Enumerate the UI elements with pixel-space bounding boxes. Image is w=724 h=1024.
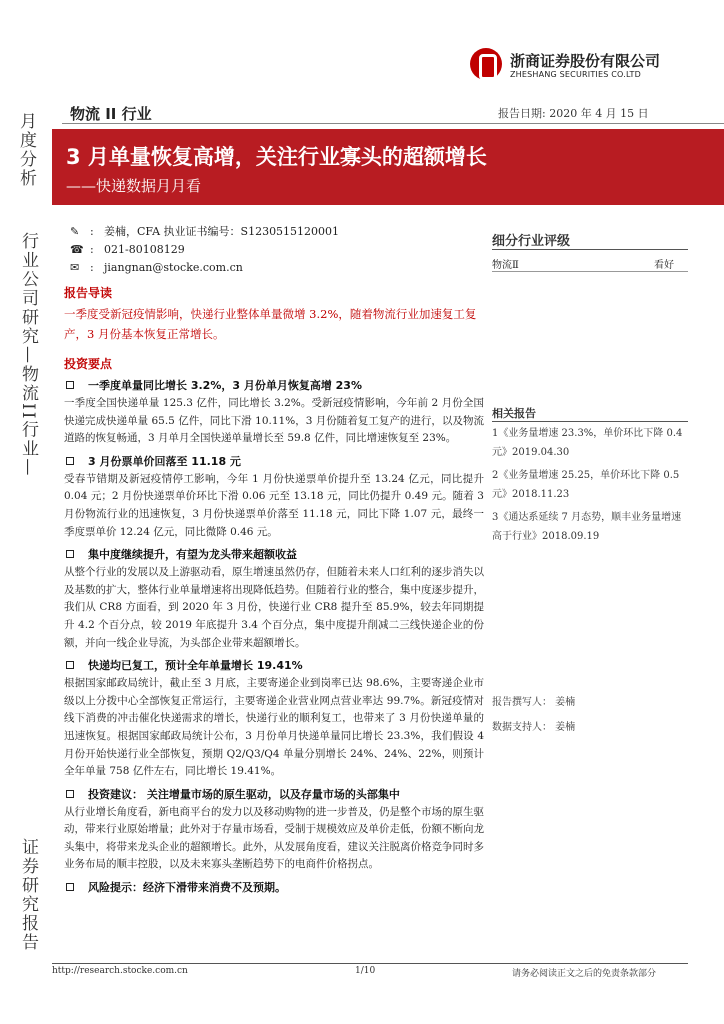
- sector-label: 物流 II 行业: [70, 105, 152, 123]
- checkbox-icon: [66, 457, 74, 465]
- point-heading: 投资建议： 关注增量市场的原生驱动，以及存量市场的头部集中: [64, 784, 484, 804]
- report-date: 报告日期: 2020 年 4 月 15 日: [498, 107, 649, 120]
- phone-number: 021-80108129: [104, 242, 185, 256]
- checkbox-icon: [66, 661, 74, 669]
- company-name-cn: 浙商证券股份有限公司: [510, 52, 661, 70]
- rating-divider-bottom: [492, 271, 688, 272]
- title-banner: [52, 129, 724, 205]
- related-heading: 相关报告: [492, 407, 536, 420]
- guide-text: 一季度受新冠疫情影响，快递行业整体单量微增 3.2%，随着物流行业加速复工复产，3 月份基本恢复正常增长。: [64, 307, 477, 341]
- rating-heading: 细分行业评级: [492, 234, 571, 249]
- page-number: 1/10: [355, 966, 376, 976]
- related-item[interactable]: 3《通达系延续 7 月态势，顺丰业务量增速高于行业》2018.09.19: [492, 512, 682, 542]
- header-divider: [62, 123, 724, 124]
- checkbox-icon: [66, 883, 74, 891]
- phone-icon: ☎: [70, 242, 84, 256]
- company-logo: [470, 46, 670, 86]
- author-box: [492, 690, 575, 740]
- company-name-en: ZHESHANG SECURITIES CO.LTD: [510, 70, 641, 79]
- point-heading: 快递均已复工，预计全年单量增长 19.41%: [64, 655, 484, 675]
- related-list: [492, 424, 688, 550]
- points-heading: 投资要点: [64, 357, 113, 371]
- rating-value: 看好: [654, 260, 674, 271]
- side-tag-column: [0, 96, 52, 950]
- report-writer: 报告撰写人： 姜楠: [492, 697, 576, 708]
- point-heading: 风险提示：经济下滑带来消费不及预期。: [64, 877, 484, 897]
- email-row: ✉ : jiangnan@stocke.com.cn: [70, 260, 243, 274]
- related-item[interactable]: 2《业务量增速 25.25，单价环比下降 0.5 元》2018.11.23: [492, 470, 680, 500]
- pen-icon: ✎: [70, 224, 80, 238]
- report-type-tag: 月度分析: [16, 112, 36, 188]
- main-content: [64, 284, 484, 897]
- point-text: 根据国家邮政局统计，截止至 3 月底，主要寄递企业到岗率已达 98.6%，主要寄递企业市级以上分拨中心全部恢复正常运行，主要寄递企业营业网点营业率达 99.7%。新冠疫情对线下消费的冲击催化快递需求的增长，快递行业的顺利复工，也带来了 3 月份快递单量的迅速恢复。根据国家邮政局统计公布，3 月份单月快递单量同比增长 23.3%，我们假设 4 月份开始快递行业全部恢复，预期 Q2/Q3/Q4 单量分别增长 24%、24%、22%，则预计全年单量 758 亿件左右，同比增长 19.41%。: [64, 677, 484, 778]
- footer-url[interactable]: http://research.stocke.com.cn: [52, 966, 188, 976]
- logo-mark-icon: [470, 48, 502, 80]
- point-heading: 集中度继续提升，有望为龙头带来超额收益: [64, 544, 484, 564]
- point-text: 受春节错期及新冠疫情停工影响，今年 1 月份快递票单价提升至 13.24 亿元，同比提升 0.04 元；2 月份快递票单价环比下滑 0.06 元至 13.18 元，同比仍提升 0.49 元。随着 3 月份物流行业的迅速恢复，3 月份快递票单价落至 11.18 元，同比下降 1.07 元，最终一季度票单价 12.24 亿元，同比微降 0.46 元。: [64, 472, 484, 538]
- mail-icon: ✉: [70, 260, 80, 274]
- email-address[interactable]: jiangnan@stocke.com.cn: [104, 260, 243, 274]
- analyst-contact: [70, 222, 339, 276]
- point-heading: 3 月份票单价回落至 11.18 元: [64, 451, 484, 471]
- rating-sector: 物流Ⅱ: [492, 260, 519, 271]
- checkbox-icon: [66, 790, 74, 798]
- point-text: 从行业增长角度看，新电商平台的发力以及移动购物的进一步普及，仍是整个市场的原生驱动，带来行业原始增量；此外对于存量市场看，受制于规模效应及单价走低，份额不断向龙头集中，将带来龙头企业的超额增长。此外，从发展角度看，建议关注脱离价格竞争同时多业务布局的顺丰控股，以及未来寡头垄断趋势下的电商件价格拐点。: [64, 805, 484, 871]
- report-title: 3 月单量恢复高增，关注行业寡头的超额增长: [66, 145, 487, 169]
- related-divider: [492, 421, 688, 422]
- brand-tag: 证券研究报告: [18, 838, 38, 952]
- point-heading: 一季度单量同比增长 3.2%，3 月份单月恢复高增 23%: [64, 375, 484, 395]
- data-supporter: 数据支持人： 姜楠: [492, 722, 576, 733]
- analyst-row: ✎ : 姜楠，CFA 执业证书编号：S1230515120001: [70, 224, 340, 238]
- guide-heading: 报告导读: [64, 286, 113, 300]
- point-text: 一季度全国快递单量 125.3 亿件，同比增长 3.2%。受新冠疫情影响，今年前 2 月份全国快递完成快递单量 65.5 亿件，同比下滑 10.11%，3 月份随着复工复产的进行，以及物流道路的恢复畅通，3 月单月全国快递单量增长至 59.8 亿件，同比增速恢复至 23%。: [64, 397, 484, 445]
- checkbox-icon: [66, 550, 74, 558]
- related-item[interactable]: 1《业务量增速 23.3%，单价环比下降 0.4 元》2019.04.30: [492, 428, 683, 458]
- checkbox-icon: [66, 381, 74, 389]
- phone-row: ☎ : 021-80108129: [70, 242, 185, 256]
- report-subtitle: ——快递数据月月看: [66, 177, 202, 195]
- rating-divider: [492, 249, 688, 250]
- point-text: 从整个行业的发展以及上游驱动看，原生增速虽然仍存，但随着未来人口红利的逐步消失以及基数的扩大，整体行业单量增速将出现降低趋势。但随着行业的整合，集中度逐步提升，我们从 CR8 方面看，到 2020 年 3 月份，快递行业 CR8 提升至 85.9%，较去年同期提升 4.2 个百分点，较 2019 年底提升 3.4 个百分点，集中度提升削减二三线快递企业的份额，并向一线企业导流，为头部企业带来超额增长。: [64, 566, 484, 649]
- footer-divider: [52, 963, 688, 964]
- category-tag: 行业公司研究—物流II行业—: [18, 232, 38, 478]
- footer-disclaimer: 请务必阅读正文之后的免责条款部分: [512, 969, 657, 979]
- analyst-name: 姜楠，CFA 执业证书编号：S1230515120001: [104, 225, 340, 238]
